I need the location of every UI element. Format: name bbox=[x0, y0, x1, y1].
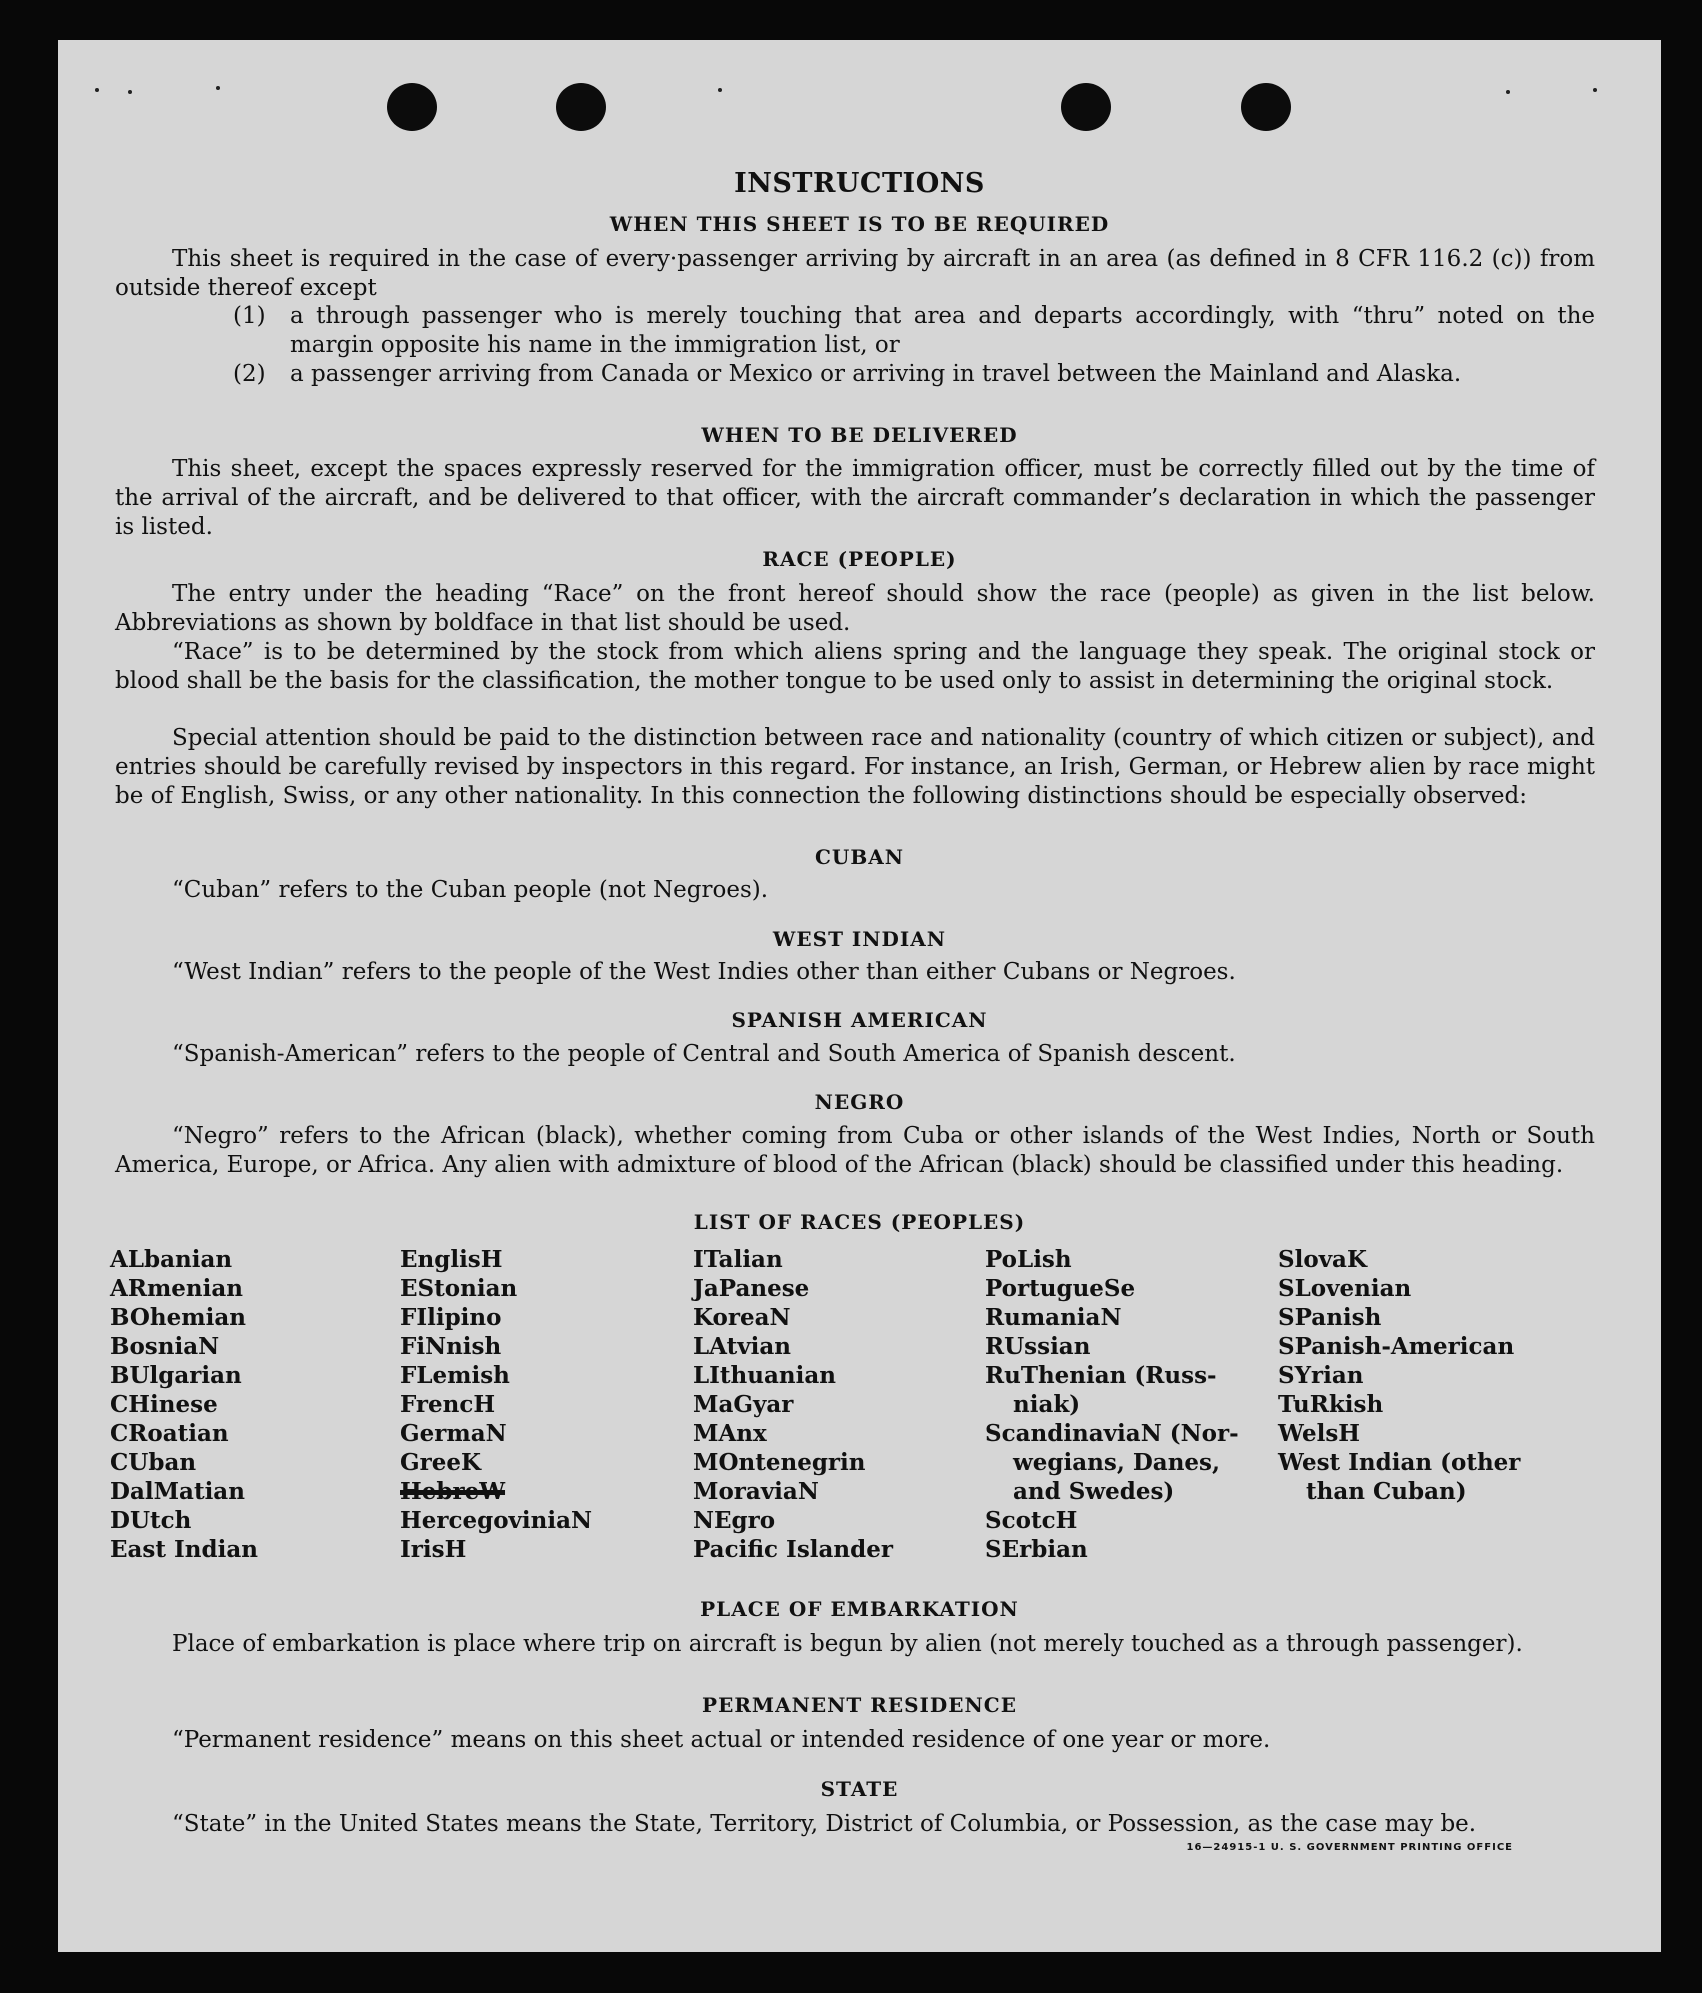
race-entry: FLemish bbox=[400, 1362, 510, 1389]
paragraph: “Negro” refers to the African (black), whether coming from Cuba or other islands of the West Indies, North or South America, Europe, or Africa. Any alien with admixture of blood of the African (black) should be classified under this heading. bbox=[115, 1123, 1595, 1178]
punch-hole bbox=[1241, 83, 1291, 131]
item-number: (1) bbox=[233, 303, 266, 329]
race-entry: WelsH bbox=[1278, 1420, 1361, 1447]
paragraph: “Cuban” refers to the Cuban people (not Negroes). bbox=[172, 877, 769, 903]
paragraph: “Spanish-American” refers to the people of Central and South America of Spanish descent. bbox=[172, 1041, 1236, 1067]
race-entry: PoLish bbox=[985, 1246, 1072, 1273]
section-heading: NEGRO bbox=[814, 1090, 905, 1114]
race-entry: EnglisH bbox=[400, 1246, 503, 1273]
race-entry: GreeK bbox=[400, 1449, 482, 1476]
item-text: a through passenger who is merely touching that area and departs accordingly, with “thru” noted on the margin opposite his name in the immigration list, or bbox=[290, 303, 1595, 358]
races-column bbox=[110, 1245, 258, 1564]
races-column bbox=[400, 1245, 592, 1564]
list-item bbox=[233, 302, 1595, 360]
race-entry: LAtvian bbox=[693, 1333, 791, 1360]
race-entry: BUlgarian bbox=[110, 1362, 242, 1389]
race-entry: ARmenian bbox=[110, 1275, 244, 1302]
race-entry: RuThenian (Russ- bbox=[985, 1362, 1217, 1389]
page-title: INSTRUCTIONS bbox=[734, 168, 985, 199]
race-entry: East Indian bbox=[110, 1536, 258, 1563]
dust-speck bbox=[1593, 88, 1597, 92]
races-column bbox=[693, 1245, 893, 1564]
race-entry: CUban bbox=[110, 1449, 197, 1476]
race-entry: MOntenegrin bbox=[693, 1449, 866, 1476]
race-entry: ITalian bbox=[693, 1246, 783, 1273]
races-column bbox=[985, 1245, 1239, 1564]
paragraph: The entry under the heading “Race” on the front hereof should show the race (people) as given in the list below. Abbreviations as shown by boldface in that list should be used. bbox=[115, 581, 1595, 636]
race-entry: DalMatian bbox=[110, 1478, 245, 1505]
race-entry: RumaniaN bbox=[985, 1304, 1122, 1331]
section-heading: RACE (PEOPLE) bbox=[762, 547, 957, 571]
list-item bbox=[233, 360, 1595, 389]
race-entry: PortugueSe bbox=[985, 1275, 1136, 1302]
paragraph: “State” in the United States means the State, Territory, District of Columbia, or Possession, as the case may be. bbox=[172, 1811, 1477, 1837]
races-column bbox=[1278, 1245, 1520, 1506]
race-entry: SPanish bbox=[1278, 1304, 1382, 1331]
dust-speck bbox=[95, 88, 99, 92]
race-entry: KoreaN bbox=[693, 1304, 791, 1331]
dust-speck bbox=[216, 86, 220, 90]
race-entry: BosniaN bbox=[110, 1333, 220, 1360]
race-entry: ScotcH bbox=[985, 1507, 1078, 1534]
paragraph: “Permanent residence” means on this sheet actual or intended residence of one year or more. bbox=[172, 1727, 1271, 1753]
race-entry: NEgro bbox=[693, 1507, 776, 1534]
section-heading: PLACE OF EMBARKATION bbox=[700, 1597, 1019, 1621]
race-entry: SLovenian bbox=[1278, 1275, 1412, 1302]
race-entry: ALbanian bbox=[110, 1246, 233, 1273]
race-entry: FiNnish bbox=[400, 1333, 502, 1360]
race-entry: West Indian (other bbox=[1278, 1449, 1521, 1476]
race-entry: IrisH bbox=[400, 1536, 467, 1563]
race-entry: SErbian bbox=[985, 1536, 1088, 1563]
race-entry: DUtch bbox=[110, 1507, 192, 1534]
race-entry: MoraviaN bbox=[693, 1478, 819, 1505]
race-entry-continued: than Cuban) bbox=[1306, 1478, 1467, 1505]
document-page bbox=[58, 40, 1661, 1952]
race-entry: CRoatian bbox=[110, 1420, 229, 1447]
race-entry: FrencH bbox=[400, 1391, 496, 1418]
dust-speck bbox=[718, 88, 722, 92]
race-entry: SlovaK bbox=[1278, 1246, 1367, 1273]
print-code-footer: 16—24915-1 U. S. GOVERNMENT PRINTING OFFICE bbox=[1186, 1842, 1513, 1853]
race-entry: MAnx bbox=[693, 1420, 767, 1447]
punch-hole bbox=[1061, 83, 1111, 131]
section-heading: STATE bbox=[820, 1777, 899, 1801]
race-entry: Pacific Islander bbox=[693, 1536, 893, 1563]
race-entry: SYrian bbox=[1278, 1362, 1364, 1389]
punch-hole bbox=[556, 83, 606, 131]
dust-speck bbox=[128, 90, 132, 94]
race-entry: GermaN bbox=[400, 1420, 507, 1447]
race-entry: SPanish-American bbox=[1278, 1333, 1515, 1360]
race-entry: TuRkish bbox=[1278, 1391, 1384, 1418]
paragraph: Special attention should be paid to the distinction between race and nationality (country of which citizen or subject), and entries should be carefully revised by inspectors in this regard. For instance, an Irish, German, or Hebrew alien by race might be of English, Swiss, or any other nationality. In this connection the following distinctions should be especially observed: bbox=[115, 725, 1595, 809]
race-entry: CHinese bbox=[110, 1391, 218, 1418]
race-entry-continued: wegians, Danes, bbox=[1013, 1449, 1220, 1476]
race-entry: MaGyar bbox=[693, 1391, 794, 1418]
paragraph: “West Indian” refers to the people of the West Indies other than either Cubans or Negroes. bbox=[172, 959, 1236, 985]
section-heading: LIST OF RACES (PEOPLES) bbox=[693, 1210, 1026, 1234]
punch-hole bbox=[387, 83, 437, 131]
section-heading: SPANISH AMERICAN bbox=[731, 1008, 988, 1032]
section-heading: WEST INDIAN bbox=[772, 927, 947, 951]
race-entry: EStonian bbox=[400, 1275, 518, 1302]
dust-speck bbox=[1506, 90, 1510, 94]
section-heading: WHEN TO BE DELIVERED bbox=[701, 423, 1018, 447]
race-entry: HercegoviniaN bbox=[400, 1507, 593, 1534]
paragraph: “Race” is to be determined by the stock from which aliens spring and the language they speak. The original stock or blood shall be the basis for the classification, the mother tongue to be used only to assist in determining the original stock. bbox=[115, 639, 1595, 694]
race-entry-struck: HebreW bbox=[400, 1478, 506, 1505]
race-entry-continued: and Swedes) bbox=[1013, 1478, 1175, 1505]
race-entry: JaPanese bbox=[693, 1275, 810, 1302]
paragraph: Place of embarkation is place where trip on aircraft is begun by alien (not merely touched as a through passenger). bbox=[172, 1631, 1523, 1657]
item-text: a passenger arriving from Canada or Mexico or arriving in travel between the Mainland and Alaska. bbox=[290, 361, 1462, 387]
race-entry: LIthuanian bbox=[693, 1362, 836, 1389]
race-entry: ScandinaviaN (Nor- bbox=[985, 1420, 1239, 1447]
race-entry-continued: niak) bbox=[1013, 1391, 1081, 1418]
section-heading: PERMANENT RESIDENCE bbox=[702, 1693, 1017, 1717]
race-entry: FIlipino bbox=[400, 1304, 502, 1331]
race-entry: RUssian bbox=[985, 1333, 1091, 1360]
section-heading: CUBAN bbox=[814, 845, 905, 869]
paragraph: This sheet is required in the case of every·passenger arriving by aircraft in an area (as defined in 8 CFR 116.2 (c)) from outside thereof except bbox=[115, 246, 1595, 301]
paragraph: This sheet, except the spaces expressly reserved for the immigration officer, must be correctly filled out by the time of the arrival of the aircraft, and be delivered to that officer, with the aircraft commander’s declaration in which the passenger is listed. bbox=[115, 456, 1595, 540]
section-heading: WHEN THIS SHEET IS TO BE REQUIRED bbox=[609, 212, 1110, 236]
item-number: (2) bbox=[233, 361, 266, 387]
race-entry: BOhemian bbox=[110, 1304, 246, 1331]
